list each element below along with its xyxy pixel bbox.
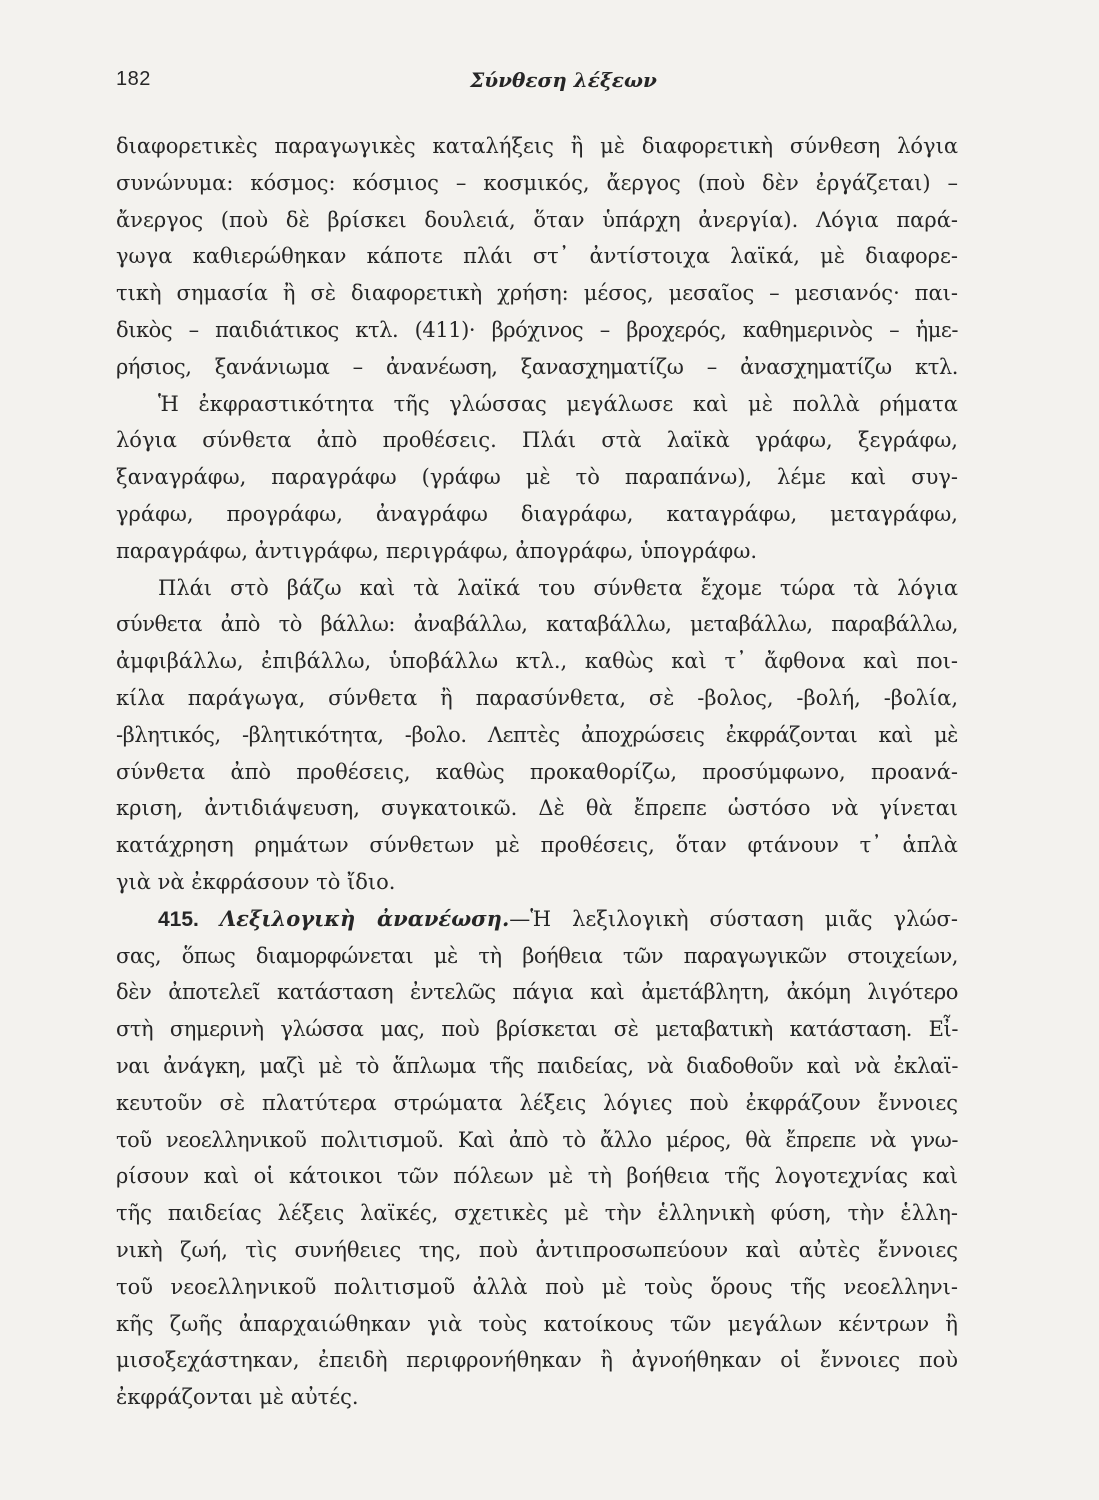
text-line: μισοξεχάστηκαν, ἐπειδὴ περιφρονήθηκαν ἢ ἀγνοήθηκαν οἱ ἔννοιες ποὺ: [116, 1348, 958, 1373]
text-line: -βλητικός, -βλητικότητα, -βολο. Λεπτὲς ἀποχρώσεις ἐκφράζονται καὶ μὲ: [116, 722, 958, 747]
text-line: σας, ὅπως διαμορφώνεται μὲ τὴ βοήθεια τῶν παραγωγικῶν στοιχείων,: [116, 943, 958, 968]
text-line: νικὴ ζωή, τὶς συνήθειες της, ποὺ ἀντιπροσωπεύουν καὶ αὐτὲς ἔννοιες: [116, 1237, 958, 1262]
paragraph-first-line: Πλάι στὸ βάζω καὶ τὰ λαϊκά του σύνθετα ἔχομε τώρα τὰ λόγια: [158, 575, 958, 600]
text-line: δικὸς – παιδιάτικος κτλ. (411)· βρόχινος – βροχερός, καθημερινὸς – ἡμε-: [116, 317, 958, 342]
text-line: κίλα παράγωγα, σύνθετα ἢ παρασύνθετα, σὲ -βολος, -βολή, -βολία,: [116, 685, 958, 710]
text-line: ναι ἀνάγκη, μαζὶ μὲ τὸ ἅπλωμα τῆς παιδείας, νὰ διαδοθοῦν καὶ νὰ ἐκλαϊ-: [116, 1053, 958, 1078]
page-number: 182: [116, 68, 151, 90]
text-line: τοῦ νεοελληνικοῦ πολιτισμοῦ. Καὶ ἀπὸ τὸ ἄλλο μέρος, θὰ ἔπρεπε νὰ γνω-: [116, 1127, 958, 1152]
text-line: ἀμφιβάλλω, ἐπιβάλλω, ὑποβάλλω κτλ., καθὼς καὶ τ᾿ ἄφθονα καὶ ποι-: [116, 649, 958, 674]
text-line: ἄνεργος (ποὺ δὲ βρίσκει δουλειά, ὅταν ὑπάρχη ἀνεργία). Λόγια παρά-: [116, 207, 958, 232]
text-line: τοῦ νεοελληνικοῦ πολιτισμοῦ ἀλλὰ ποὺ μὲ τοὺς ὅρους τῆς νεοελληνι-: [116, 1274, 958, 1299]
text-line: ξαναγράφω, παραγράφω (γράφω μὲ τὸ παραπάνω), λέμε καὶ συγ-: [116, 465, 958, 490]
text-line: κῆς ζωῆς ἀπαρχαιώθηκαν γιὰ τοὺς κατοίκους τῶν μεγάλων κέντρων ἢ: [116, 1311, 958, 1336]
section-number: 415.: [158, 907, 199, 931]
paragraph-last-line: παραγράφω, ἀντιγράφω, περιγράφω, ἀπογράφω, ὑπογράφω.: [116, 538, 758, 563]
paragraph-last-line: ἐκφράζονται μὲ αὐτές.: [116, 1385, 359, 1410]
body-text: [116, 128, 958, 1416]
text-line: κατάχρηση ρημάτων σύνθετων μὲ προθέσεις, ὅταν φτάνουν τ᾿ ἁπλὰ: [116, 833, 958, 858]
text-line: σύνθετα ἀπὸ τὸ βάλλω: ἀναβάλλω, καταβάλλω, μεταβάλλω, παραβάλλω,: [116, 612, 958, 637]
text-line: στὴ σημερινὴ γλώσσα μας, ποὺ βρίσκεται σὲ μεταβατικὴ κατάσταση. Εἶ-: [116, 1017, 958, 1042]
section-title: Λεξιλογικὴ ἀνανέωση.: [219, 905, 510, 931]
section-lead-text: —Ἡ λεξιλογικὴ σύσταση μιᾶς γλώσ-: [509, 906, 958, 931]
text-line: τικὴ σημασία ἢ σὲ διαφορετικὴ χρήση: μέσος, μεσαῖος – μεσιανός· παι-: [116, 281, 958, 306]
text-line: σύνθετα ἀπὸ προθέσεις, καθὼς προκαθορίζω, προσύμφωνο, προανά-: [116, 759, 958, 784]
section-heading-line: [116, 901, 958, 938]
paragraph-first-line: Ἡ ἐκφραστικότητα τῆς γλώσσας μεγάλωσε καὶ μὲ πολλὰ ρήματα: [158, 391, 958, 416]
text-line: κριση, ἀντιδιάψευση, συγκατοικῶ. Δὲ θὰ ἔπρεπε ὡστόσο νὰ γίνεται: [116, 796, 958, 821]
text-line: ρίσουν καὶ οἱ κάτοικοι τῶν πόλεων μὲ τὴ βοήθεια τῆς λογοτεχνίας καὶ: [116, 1164, 958, 1189]
text-line: κευτοῦν σὲ πλατύτερα στρώματα λέξεις λόγιες ποὺ ἐκφράζουν ἔννοιες: [116, 1090, 958, 1115]
text-line: λόγια σύνθετα ἀπὸ προθέσεις. Πλάι στὰ λαϊκὰ γράφω, ξεγράφω,: [116, 428, 958, 453]
text-line: ρήσιος, ξανάνιωμα – ἀνανέωση, ξανασχηματίζω – ἀνασχηματίζω κτλ.: [116, 354, 958, 379]
running-title: Σύνθεση λέξεων: [470, 68, 657, 92]
paragraph-last-line: γιὰ νὰ ἐκφράσουν τὸ ἴδιο.: [116, 869, 396, 894]
text-line: τῆς παιδείας λέξεις λαϊκές, σχετικὲς μὲ τὴν ἑλληνικὴ φύση, τὴν ἑλλη-: [116, 1201, 958, 1226]
page-header: [116, 68, 961, 98]
text-line: γράφω, προγράφω, ἀναγράφω διαγράφω, καταγράφω, μεταγράφω,: [116, 501, 958, 526]
text-line: συνώνυμα: κόσμος: κόσμιος – κοσμικός, ἄεργος (ποὺ δὲν ἐργάζεται) –: [116, 170, 958, 195]
text-line: γωγα καθιερώθηκαν κάποτε πλάι στ᾿ ἀντίστοιχα λαϊκά, μὲ διαφορε-: [116, 244, 958, 269]
text-line: διαφορετικὲς παραγωγικὲς καταλήξεις ἢ μὲ διαφορετικὴ σύνθεση λόγια: [116, 134, 958, 158]
text-line: δὲν ἀποτελεῖ κατάσταση ἐντελῶς πάγια καὶ ἀμετάβλητη, ἀκόμη λιγότερο: [116, 980, 958, 1005]
